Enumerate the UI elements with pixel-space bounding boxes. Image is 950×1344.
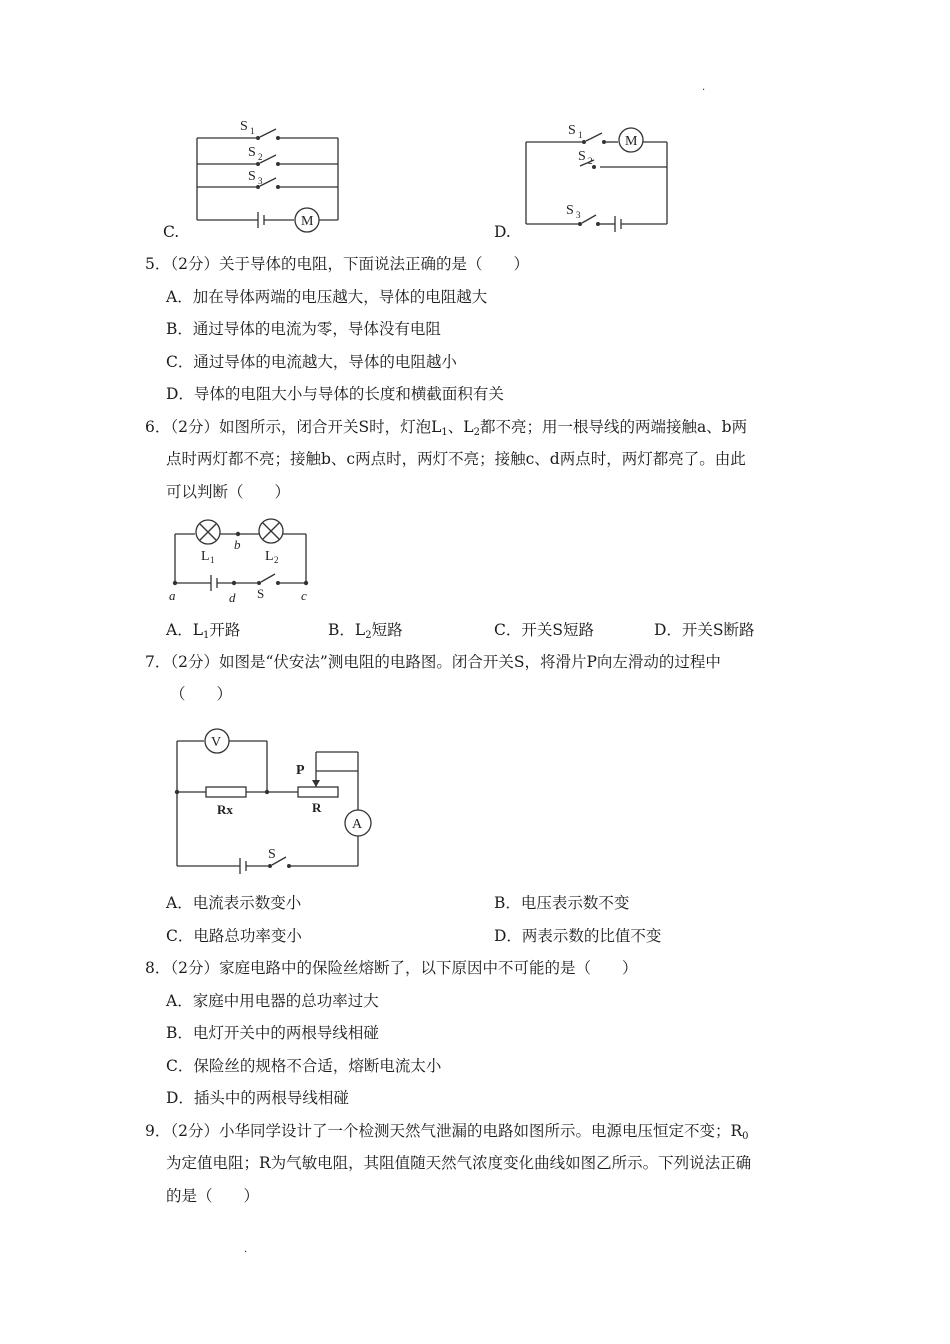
- circuit-diagram-option-c: [190, 112, 350, 232]
- ammeter-label: A: [352, 817, 363, 832]
- question-7-option-a: A．电流表示数变小: [166, 894, 302, 912]
- option-text: 开路: [209, 621, 241, 639]
- motor-label: M: [301, 214, 314, 229]
- question-8-option-b: B．电灯开关中的两根导线相碰: [166, 1024, 379, 1042]
- question-6-option-b: [328, 620, 403, 646]
- stem-text: 都不亮；用一根导线的两端接触a、b两: [479, 418, 748, 436]
- stem-text: 9．（2分）小华同学设计了一个检测天然气泄漏的电路如图所示。电源电压恒定不变；R: [145, 1122, 743, 1140]
- question-7-option-d: D．两表示数的比值不变: [494, 927, 662, 945]
- stem-text: 6．（2分）如图所示，闭合开关S时，灯泡L: [145, 418, 442, 436]
- switch-s3-subscript: 3: [576, 210, 581, 220]
- question-6-option-d: D．开关S断路: [654, 621, 755, 639]
- switch-s2-subscript: 2: [258, 152, 263, 162]
- point-b-label: b: [234, 537, 241, 552]
- question-8-option-a: A．家庭中用电器的总功率过大: [166, 992, 379, 1010]
- question-9-stem-line3: 的是（ ）: [166, 1187, 260, 1205]
- lamp-l1-subscript: 1: [210, 555, 215, 565]
- switch-s-label: S: [257, 586, 265, 601]
- question-5-option-b: B．通过导体的电流为零，导体没有电阻: [166, 320, 441, 338]
- question-7-stem-line2: （ ）: [170, 685, 233, 703]
- switch-s3-label: S: [566, 203, 574, 218]
- subscript: 0: [742, 1131, 749, 1142]
- page-dot-bottom: .: [244, 1244, 248, 1255]
- motor-label: M: [625, 134, 638, 149]
- option-text: 短路: [371, 621, 403, 639]
- stem-text: 、L: [447, 418, 474, 436]
- switch-s3-label: S: [248, 169, 256, 184]
- question-7-stem-line1: 7．（2分）如图是“伏安法”测电阻的电路图。闭合开关S，将滑片P向左滑动的过程中: [145, 653, 721, 671]
- question-6-stem-line1: [145, 417, 747, 443]
- question-7-option-b: B．电压表示数不变: [494, 894, 630, 912]
- question-6-option-c: C．开关S短路: [494, 621, 594, 639]
- switch-s2-label: S: [248, 145, 256, 160]
- resistor-rx-label: Rx: [217, 802, 233, 817]
- question-5-option-a: A．加在导体两端的电压越大，导体的电阻越大: [166, 288, 488, 306]
- switch-s1-subscript: 1: [578, 130, 583, 140]
- switch-s3-subscript: 3: [258, 176, 263, 186]
- switch-s1-label: S: [568, 123, 576, 138]
- option-text: B．L: [328, 621, 366, 639]
- question-8-stem: 8．（2分）家庭电路中的保险丝熔断了，以下原因中不可能的是（ ）: [145, 959, 638, 977]
- switch-s-label: S: [268, 847, 276, 862]
- subscript: 2: [365, 630, 372, 641]
- question-9-stem-line2: 为定值电阻；R为气敏电阻，其阻值随天然气浓度变化曲线如图乙所示。下列说法正确: [166, 1154, 752, 1172]
- subscript: 1: [203, 630, 210, 641]
- question-7-circuit-diagram: [170, 724, 380, 874]
- voltmeter-label: V: [211, 735, 222, 750]
- question-5-stem: 5．（2分）关于导体的电阻，下面说法正确的是（ ）: [145, 255, 529, 273]
- question-9-stem-line1: [145, 1121, 749, 1147]
- circuit-diagram-option-d: [520, 118, 680, 233]
- question-6-stem-line3: 可以判断（ ）: [166, 483, 291, 501]
- subscript: 1: [441, 427, 448, 438]
- point-d-label: d: [229, 590, 236, 605]
- switch-s1-subscript: 1: [250, 126, 255, 136]
- question-8-option-c: C．保险丝的规格不合适，熔断电流太小: [166, 1057, 442, 1075]
- option-text: A．L: [166, 621, 203, 639]
- question-6-option-a: [166, 620, 240, 646]
- lamp-l2-label: L: [265, 549, 274, 564]
- rheostat-r-label: R: [312, 800, 322, 815]
- question-6-circuit-diagram: [165, 514, 325, 609]
- question-5-option-d: D．导体的电阻大小与导体的长度和横截面积有关: [166, 385, 504, 403]
- point-a-label: a: [169, 588, 176, 603]
- switch-s1-label: S: [240, 119, 248, 134]
- question-6-stem-line2: 点时两灯都不亮；接触b、c两点时，两灯不亮；接触c、d两点时，两灯都亮了。由此: [166, 450, 746, 468]
- lamp-l1-label: L: [201, 549, 210, 564]
- switch-s2-label: S: [578, 149, 586, 164]
- question-8-option-d: D．插头中的两根导线相碰: [166, 1089, 349, 1107]
- option-d-label: D.: [494, 223, 511, 241]
- question-7-option-c: C．电路总功率变小: [166, 927, 302, 945]
- switch-s2-subscript: 2: [588, 156, 593, 166]
- page-dot-top: .: [702, 82, 706, 93]
- question-5-option-c: C．通过导体的电流越大，导体的电阻越小: [166, 353, 457, 371]
- option-c-label: C.: [163, 223, 180, 241]
- slider-p-label: P: [296, 763, 305, 778]
- lamp-l2-subscript: 2: [274, 555, 279, 565]
- subscript: 2: [473, 427, 480, 438]
- point-c-label: c: [301, 588, 307, 603]
